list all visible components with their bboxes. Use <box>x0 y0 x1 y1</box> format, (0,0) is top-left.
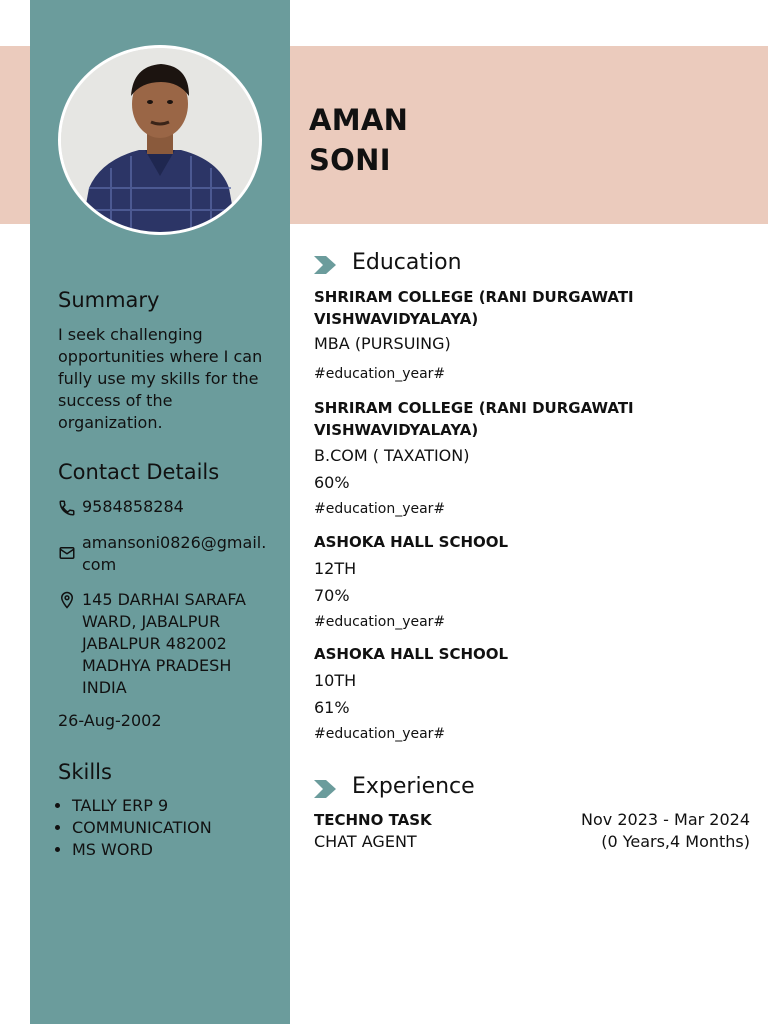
skills-list <box>52 795 212 861</box>
chevron-arrow-icon <box>314 780 336 798</box>
education-year: #education_year# <box>314 501 446 517</box>
phone-number[interactable]: 9584858284 <box>82 497 184 516</box>
phone-icon <box>58 499 76 517</box>
education-institution: ASHOKA HALL SCHOOL <box>314 533 509 551</box>
address-line: MADHYA PRADESH <box>82 656 232 675</box>
profile-photo <box>61 48 259 232</box>
education-degree: B.COM ( TAXATION) <box>314 446 470 465</box>
education-entry <box>314 286 734 385</box>
education-degree: 10TH <box>314 671 357 690</box>
contact-heading: Contact Details <box>58 460 220 484</box>
education-score: 60% <box>314 473 350 492</box>
experience-role: CHAT AGENT <box>314 832 417 851</box>
last-name: SONI <box>309 143 391 177</box>
skill-item: • COMMUNICATION <box>72 817 212 839</box>
mail-icon <box>58 544 76 562</box>
address-line: INDIA <box>82 678 127 697</box>
experience-duration: (0 Years,4 Months) <box>601 832 750 851</box>
education-score: 70% <box>314 586 350 605</box>
address-line: WARD, JABALPUR <box>82 612 221 631</box>
location-pin-icon <box>58 591 76 609</box>
skill-item: • MS WORD <box>72 839 212 861</box>
experience-company: TECHNO TASK <box>314 811 432 829</box>
skills-heading: Skills <box>58 760 112 784</box>
education-entry <box>314 531 734 633</box>
candidate-name <box>309 100 408 180</box>
education-degree: MBA (PURSUING) <box>314 334 451 353</box>
education-year: #education_year# <box>314 366 446 382</box>
experience-title: Experience <box>352 774 475 799</box>
education-year: #education_year# <box>314 726 446 742</box>
summary-text: I seek challenging opportunities where I can fully use my skills for the success of the organization. <box>58 325 263 432</box>
summary-heading: Summary <box>58 288 160 312</box>
date-of-birth: 26-Aug-2002 <box>58 711 162 730</box>
address-line: JABALPUR 482002 <box>82 634 227 653</box>
skill-item: • TALLY ERP 9 <box>72 795 212 817</box>
education-institution: ASHOKA HALL SCHOOL <box>314 645 509 663</box>
person-portrait-icon <box>61 48 259 232</box>
education-entry <box>314 643 734 745</box>
first-name: AMAN <box>309 103 409 137</box>
address-line: 145 DARHAI SARAFA <box>82 590 246 609</box>
chevron-arrow-icon <box>314 256 336 274</box>
education-year: #education_year# <box>314 614 446 630</box>
education-degree: 12TH <box>314 559 357 578</box>
education-score: 61% <box>314 698 350 717</box>
address-lines <box>82 589 272 699</box>
education-institution: SHRIRAM COLLEGE (RANI DURGAWATI VISHWAVIDYALAYA) <box>314 399 634 439</box>
profile-photo-frame <box>58 45 262 235</box>
email-address[interactable]: amansoni0826@gmail.com <box>82 533 267 574</box>
education-title: Education <box>352 250 462 275</box>
education-entry <box>314 397 734 520</box>
education-institution: SHRIRAM COLLEGE (RANI DURGAWATI VISHWAVIDYALAYA) <box>314 288 634 328</box>
experience-dates: Nov 2023 - Mar 2024 <box>581 810 750 829</box>
